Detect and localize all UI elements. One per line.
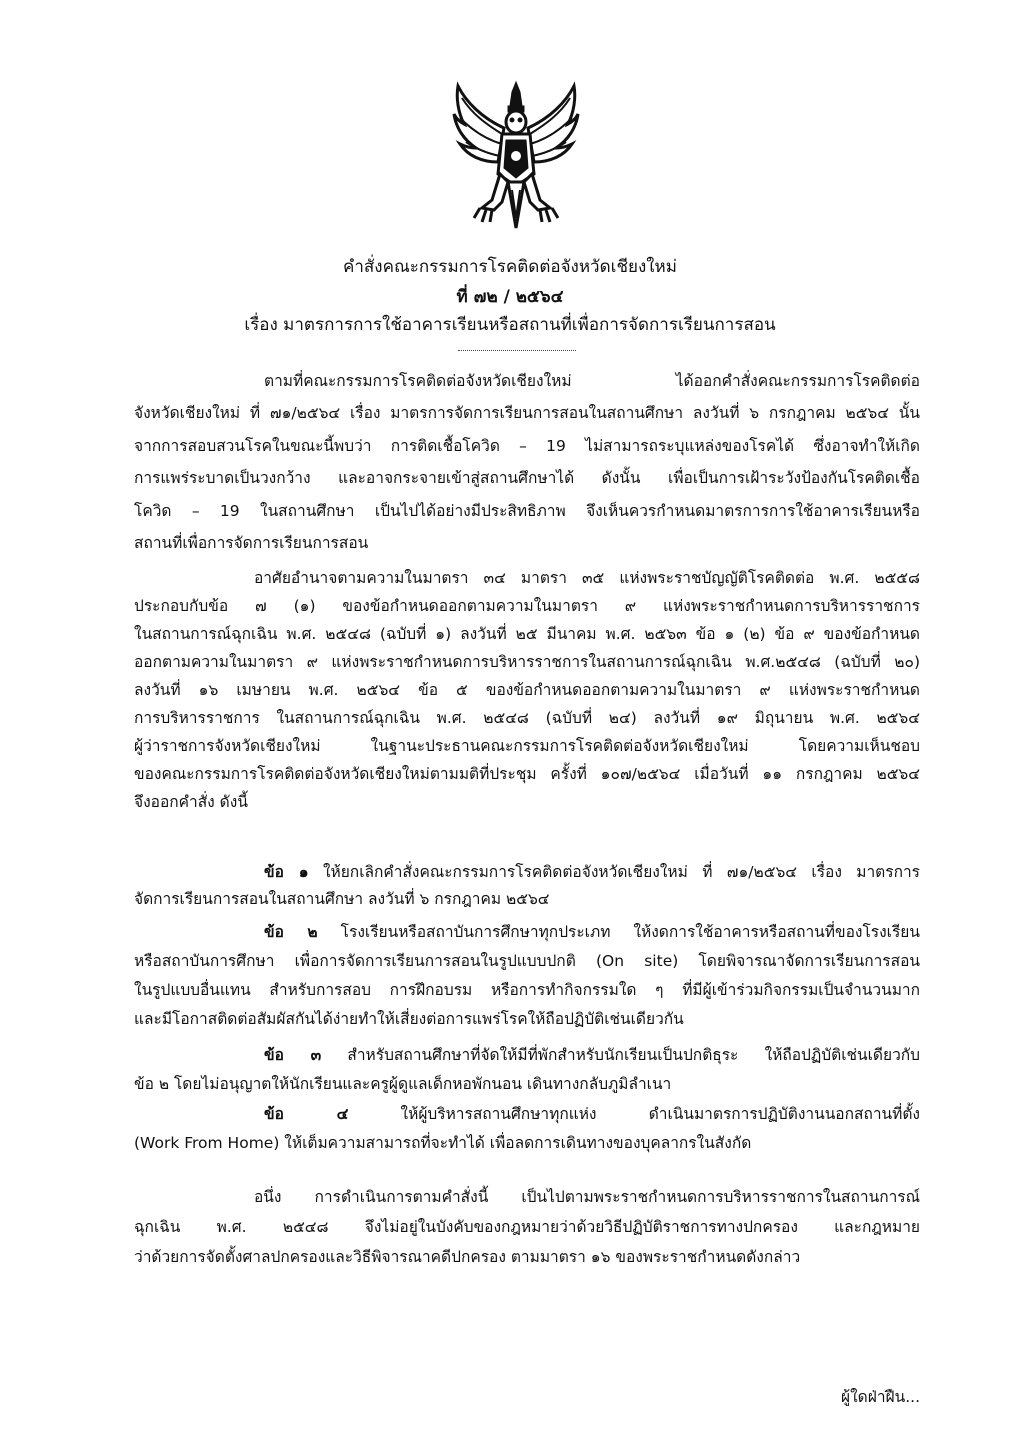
item-label: ข้อ ๔ bbox=[264, 1105, 349, 1123]
item-text: หรือสถาบันการศึกษา เพื่อการจัดการเรียนการสอนในรูปแบบปกติ (On site) โดยพิจารณาจัดการเรียนการสอน bbox=[134, 952, 920, 970]
item-text: ข้อ ๒ โดยไม่อนุญาตให้นักเรียนและครูผู้ดูแลเด็กหอพักนอน เดินทางกลับภูมิลำเนา bbox=[134, 1075, 672, 1093]
paragraph-line: อนึ่ง การดำเนินการตามคำสั่งนี้ เป็นไปตามพระราชกำหนดการบริหารราชการในสถานการณ์ bbox=[254, 1188, 920, 1206]
paragraph-authority bbox=[134, 564, 920, 816]
paragraph-line: โควิด – 19 ในสถานศึกษา เป็นไปได้อย่างมีประสิทธิภาพ จึงเห็นควรกำหนดมาตรการการใช้อาคารเรียนหรือ bbox=[134, 501, 920, 520]
item-label: ข้อ ๓ bbox=[264, 1046, 322, 1064]
item-label: ข้อ ๒ bbox=[264, 923, 318, 941]
paragraph-line: ฉุกเฉิน พ.ศ. ๒๕๔๘ จึงไม่อยู่ในบังคับของกฎหมายว่าด้วยวิธีปฏิบัติราชการทางปกครอง และกฎหมาย bbox=[134, 1218, 920, 1236]
paragraph-line: จากการสอบสวนโรคในขณะนี้พบว่า การติดเชื้อโควิด – 19 ไม่สามารถระบุแหล่งของโรคได้ ซึ่งอาจทำให้เกิด bbox=[134, 436, 920, 455]
garuda-emblem-icon bbox=[452, 78, 580, 234]
paragraph-line: การแพร่ระบาดเป็นวงกว้าง และอาจกระจายเข้าสู่สถานศึกษาได้ ดังนั้น เพื่อเป็นการเฝ้าระวังป้องกันโรคติดเชื้อ bbox=[134, 469, 920, 488]
header-divider bbox=[458, 350, 576, 351]
paragraph-line: ลงวันที่ ๑๖ เมษายน พ.ศ. ๒๕๖๔ ข้อ ๕ ของข้อกำหนดออกตามความในมาตรา ๙ แห่งพระราชกำหนด bbox=[134, 681, 920, 699]
paragraph-line: ในสถานการณ์ฉุกเฉิน พ.ศ. ๒๕๔๘ (ฉบับที่ ๑) ลงวันที่ ๒๕ มีนาคม พ.ศ. ๒๕๖๓ ข้อ ๑ (๒) ข้อ ๙ ของข้อกำหนด bbox=[134, 625, 920, 643]
item-text: ให้ยกเลิกคำสั่งคณะกรรมการโรคติดต่อจังหวัดเชียงใหม่ ที่ ๗๑/๒๕๖๔ เรื่อง มาตรการ bbox=[308, 863, 920, 881]
order-item-1 bbox=[134, 859, 920, 913]
item-text: ในรูปแบบอื่นแทน สำหรับการสอบ การฝึกอบรม หรือการทำกิจกรรมใด ๆ ที่มีผู้เข้าร่วมกิจกรรมเป็นจำนวนมาก bbox=[134, 981, 920, 999]
paragraph-note bbox=[134, 1182, 920, 1272]
order-number: ที่ ๗๒ / ๒๕๖๔ bbox=[456, 287, 564, 307]
order-subject: เรื่อง มาตรการการใช้อาคารเรียนหรือสถานที่เพื่อการจัดการเรียนการสอน bbox=[244, 315, 776, 335]
order-item-4 bbox=[134, 1100, 920, 1158]
paragraph-line: ของคณะกรรมการโรคติดต่อจังหวัดเชียงใหม่ตามมติที่ประชุม ครั้งที่ ๑๐๗/๒๕๖๔ เมื่อวันที่ ๑๑ กรกฎาคม ๒๕๖๔ bbox=[134, 765, 920, 783]
item-text: (Work From Home) ให้เต็มความสามารถที่จะทำได้ เพื่อลดการเดินทางของบุคลากรในสังกัด bbox=[134, 1134, 752, 1152]
item-label: ข้อ ๑ bbox=[264, 863, 309, 881]
paragraph-line: จึงออกคำสั่ง ดังนี้ bbox=[134, 793, 248, 811]
paragraph-line: จังหวัดเชียงใหม่ ที่ ๗๑/๒๕๖๔ เรื่อง มาตรการจัดการเรียนการสอนในสถานศึกษา ลงวันที่ ๖ กรกฎาคม ๒๕๖๔ นั้น bbox=[134, 404, 920, 423]
order-title: คำสั่งคณะกรรมการโรคติดต่อจังหวัดเชียงใหม่ bbox=[343, 257, 677, 277]
item-text: โรงเรียนหรือสถาบันการศึกษาทุกประเภท ให้งดการใช้อาคารหรือสถานที่ของโรงเรียน bbox=[317, 923, 920, 941]
paragraph-background bbox=[134, 365, 920, 559]
next-page-catchword: ผู้ใดฝ่าฝืน... bbox=[841, 1388, 920, 1406]
item-text: สำหรับสถานศึกษาที่จัดให้มีที่พักสำหรับนักเรียนเป็นปกติธุระ ให้ถือปฏิบัติเช่นเดียวกับ bbox=[321, 1046, 920, 1064]
paragraph-line: อาศัยอำนาจตามความในมาตรา ๓๔ มาตรา ๓๕ แห่งพระราชบัญญัติโรคติดต่อ พ.ศ. ๒๕๕๘ bbox=[254, 569, 920, 587]
order-item-3 bbox=[134, 1041, 920, 1099]
paragraph-line: ประกอบกับข้อ ๗ (๑) ของข้อกำหนดออกตามความในมาตรา ๙ แห่งพระราชกำหนดการบริหารราชการ bbox=[134, 597, 920, 615]
item-text: จัดการเรียนการสอนในสถานศึกษา ลงวันที่ ๖ กรกฎาคม ๒๕๖๔ bbox=[134, 890, 550, 908]
paragraph-line: ออกตามความในมาตรา ๙ แห่งพระราชกำหนดการบริหารราชการในสถานการณ์ฉุกเฉิน พ.ศ.๒๕๔๘ (ฉบับที่ ๒๐) bbox=[134, 653, 920, 671]
paragraph-line: การบริหารราชการ ในสถานการณ์ฉุกเฉิน พ.ศ. ๒๕๔๘ (ฉบับที่ ๒๔) ลงวันที่ ๑๙ มิถุนายน พ.ศ. ๒๕๖๔ bbox=[134, 709, 920, 727]
paragraph-line: สถานที่เพื่อการจัดการเรียนการสอน bbox=[134, 533, 369, 552]
order-item-2 bbox=[134, 918, 920, 1034]
paragraph-line: ตามที่คณะกรรมการโรคติดต่อจังหวัดเชียงใหม่ ได้ออกคำสั่งคณะกรรมการโรคติดต่อ bbox=[264, 372, 920, 390]
paragraph-line: ว่าด้วยการจัดตั้งศาลปกครองและวิธีพิจารณาคดีปกครอง ตามมาตรา ๑๖ ของพระราชกำหนดดังกล่าว bbox=[134, 1248, 801, 1266]
item-text: ให้ผู้บริหารสถานศึกษาทุกแห่ง ดำเนินมาตรการปฏิบัติงานนอกสถานที่ตั้ง bbox=[348, 1105, 920, 1123]
paragraph-line: ผู้ว่าราชการจังหวัดเชียงใหม่ ในฐานะประธานคณะกรรมการโรคติดต่อจังหวัดเชียงใหม่ โดยความเห็นชอบ bbox=[134, 737, 920, 755]
item-text: และมีโอกาสติดต่อสัมผัสกันได้ง่ายทำให้เสี่ยงต่อการแพร่โรคให้ถือปฏิบัติเช่นเดียวกัน bbox=[134, 1010, 684, 1028]
